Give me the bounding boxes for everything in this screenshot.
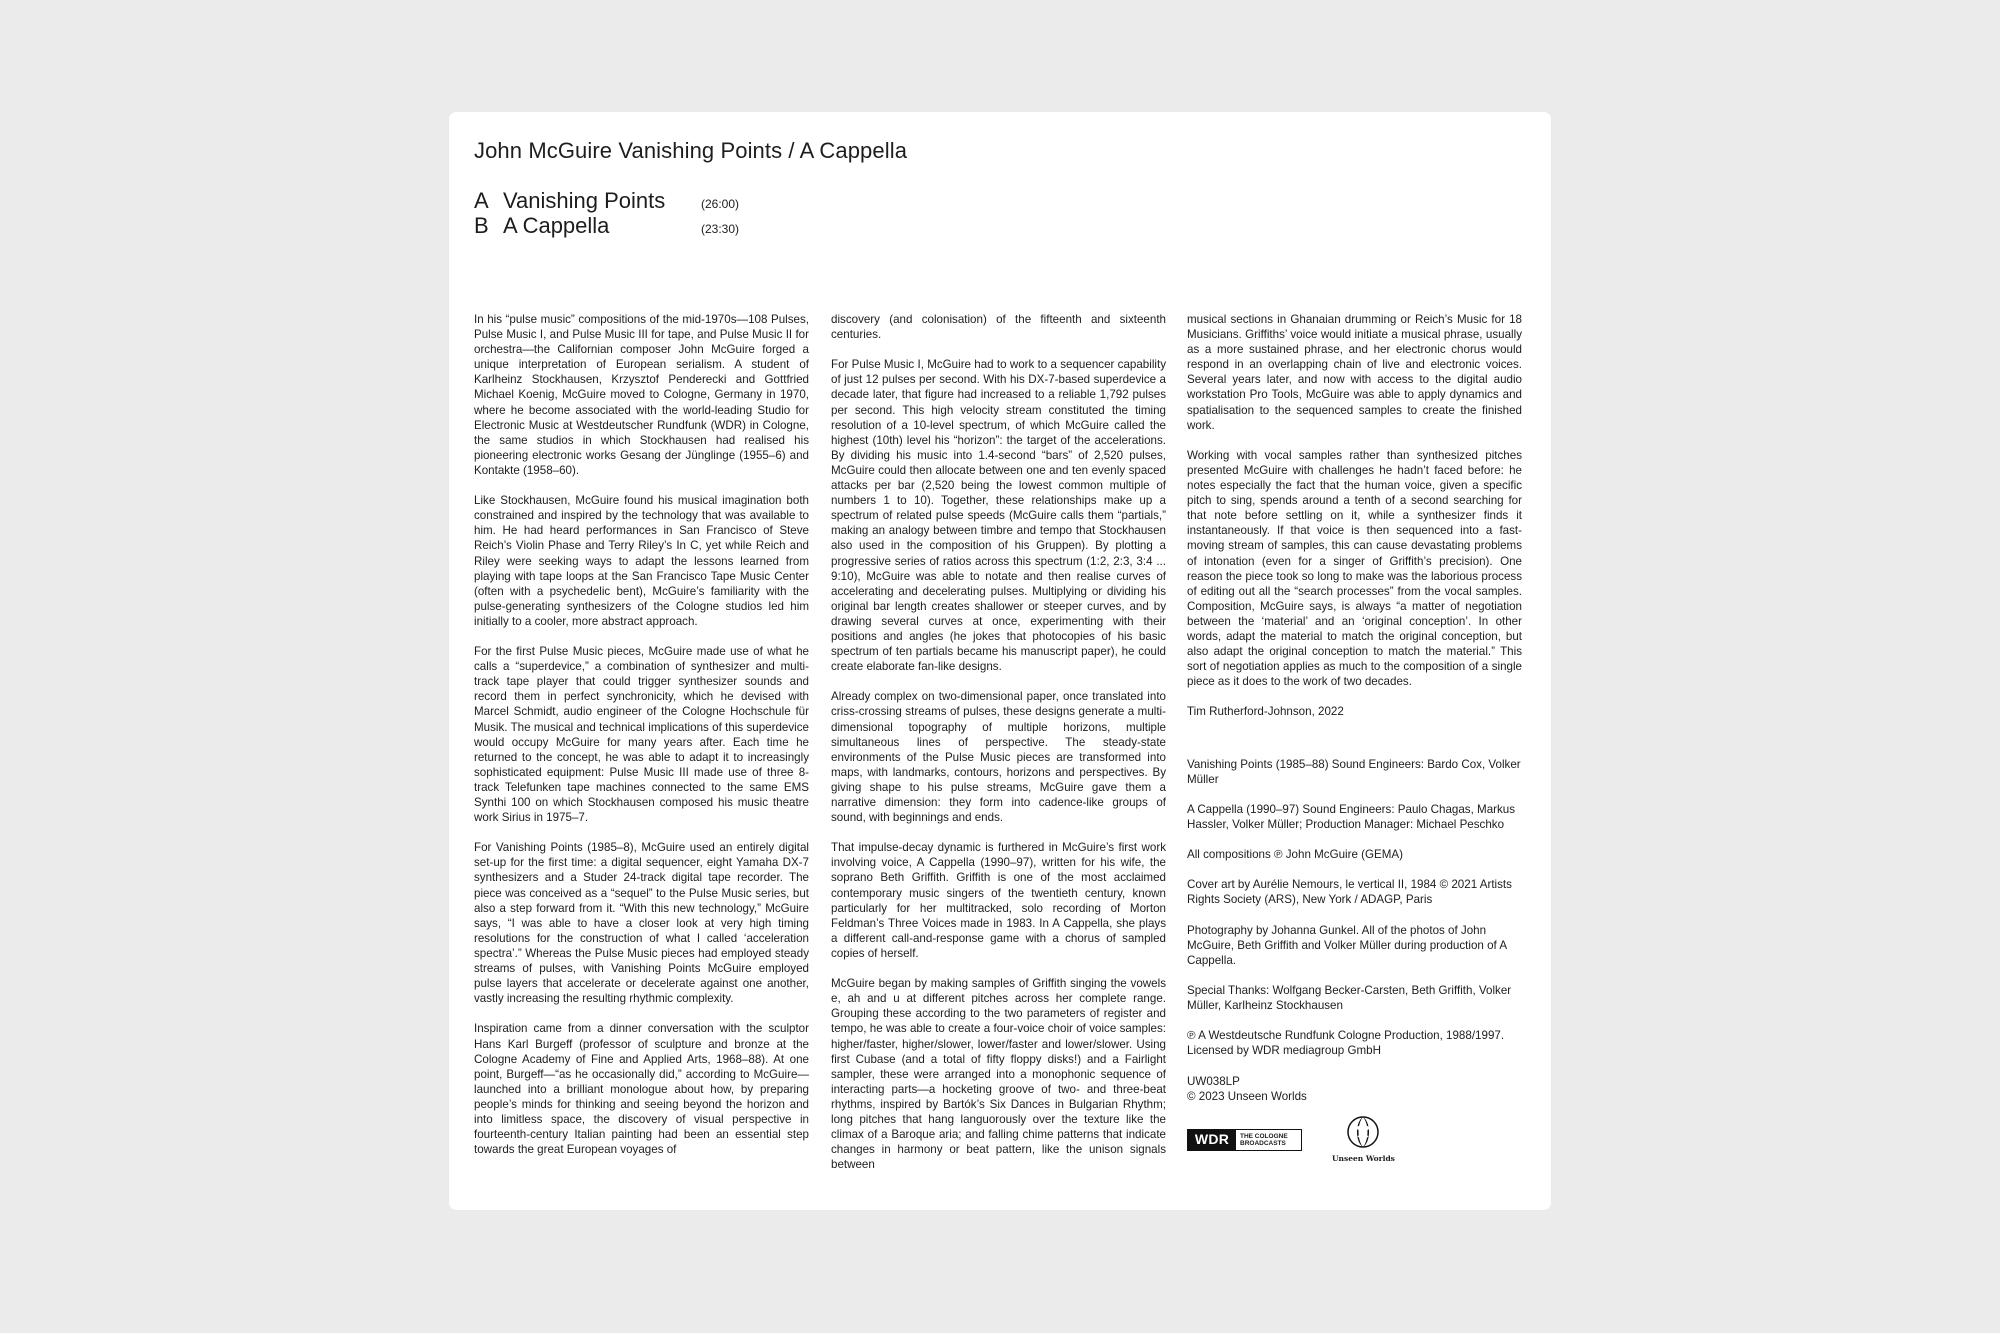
essay-paragraph: Working with vocal samples rather than synthesized pitches presented McGuire with challenges he hadn’t faced before: he notes especially the fact that the human voice, given a specific pitch to sing, spends around a tenth of a second searching for that note before settling on it, while a synthesizer finds it instantaneously. If that voice is then sequenced into a fast-moving stream of samples, this can cause devastating problems of intonation (even for a singer of Griffith’s precision). One reason the piece took so long to make was the laborious process of editing out all the “search processes” from the vocal samples. Composition, McGuire says, is always “a matter of negotiation between the ‘material’ and an ‘original conception’. In other words, adapt the material to match the original conception, but also adapt the original conception to match the material.” This sort of negotiation applies as much to the composition of a single piece as it does to the work of two decades. [1187, 448, 1522, 689]
track-side: A [474, 188, 489, 213]
essay-column-2 [831, 312, 1166, 1187]
label-name: Unseen Worlds [1332, 1153, 1395, 1163]
credit-line: ℗ A Westdeutsche Rundfunk Cologne Production, 1988/1997. Licensed by WDR mediagroup GmbH [1187, 1029, 1505, 1058]
copyright-line: © 2023 Unseen Worlds [1187, 1089, 1307, 1103]
essay-paragraph: For Pulse Music I, McGuire had to work to a sequencer capability of just 12 pulses per second. With his DX-7-based superdevice a decade later, that figure had increased to a reliable 1,792 pulses per second. This high velocity stream constituted the timing resolution of a 10-level spectrum, of which McGuire called the highest (10th) level his “horizon”: the target of the accelerations. By dividing his music into 1.4-second “bars” of 2,520 pulses, McGuire could then allocate between one and ten evenly spaced attacks per bar (2,520 being the lowest common multiple of numbers 1 to 10). Together, these relationships make up a spectrum of related pulse speeds (McGuire calls them “partials,” making an analogy between timbre and tempo that Stockhausen also used in the composition of his Gruppen). By plotting a progressive series of ratios across this spectrum (1:2, 2:3, 3:4 ... 9:10), McGuire was able to notate and then realise curves of accelerating and decelerating pulses. Multiplying or dividing his original bar length creates shallower or steeper curves, and by drawing several curves at once, experimenting with their positions and angles (he jokes that photocopies of his basic spectrum of ten partials became his manuscript paper), he could create elaborate fan-like designs. [831, 358, 1166, 674]
credit-line: Cover art by Aurélie Nemours, le vertical II, 1984 © 2021 Artists Rights Society (ARS), New York / ADAGP, Paris [1187, 878, 1512, 907]
liner-notes-sheet [449, 112, 1551, 1210]
credit-line: A Cappella (1990–97) Sound Engineers: Paulo Chagas, Markus Hassler, Volker Müller; Production Manager: Michael Peschko [1187, 802, 1516, 831]
track-list [474, 188, 739, 238]
essay-paragraph: musical sections in Ghanaian drumming or Reich’s Music for 18 Musicians. Griffiths’ voice would initiate a musical phrase, usually as a more sustained phrase, and her electronic chorus would respond in an overlapping chain of live and electronic voices. Several years later, and now with access to the digital audio workstation Pro Tools, McGuire was able to apply dynamics and spatialisation to the sequenced samples to create the finished work. [1187, 313, 1522, 432]
unseen-worlds-emblem-icon [1346, 1114, 1380, 1150]
track-side: B [474, 213, 489, 238]
essay-paragraph: Already complex on two-dimensional paper, once translated into criss-crossing streams of pulses, these designs generate a multi-dimensional topography of multiple horizons, multiple simultaneous lines of perspective. The steady-state environments of the Pulse Music pieces are transformed into maps, with landmarks, contours, horizons and perspectives. By giving shape to his pulse streams, McGuire gave them a narrative dimension: they form into cadence-like groups of sound, with beginnings and ends. [831, 690, 1166, 825]
logo-row [1187, 1114, 1522, 1166]
album-title: John McGuire Vanishing Points / A Cappella [474, 138, 908, 163]
essay-paragraph: discovery (and colonisation) of the fifteenth and sixteenth centuries. [831, 313, 1166, 342]
catalog-number: UW038LP [1187, 1074, 1240, 1088]
essay-column-3 [1187, 312, 1522, 1166]
credit-line: Special Thanks: Wolfgang Becker-Carsten, Beth Griffith, Volker Müller, Karlheinz Stockhausen [1187, 984, 1512, 1013]
essay-paragraph: McGuire began by making samples of Griffith singing the vowels e, ah and u at different pitches across her complete range. Grouping these according to the two parameters of register and tempo, he was able to create a four-voice choir of voice samples: higher/faster, higher/slower, lower/faster and lower/slower. Using first Cubase (and a total of fifty floppy disks!) and a Fairlight sampler, these were arranged into a monophonic sequence of interacting parts—a hocketing groove of two- and three-beat rhythms, inspired by Bartók’s Six Dances in Bulgarian Rhythm; long pitches that hang languorously over the texture like the climax of a Baroque aria; and falling chime patterns that indicate changes in harmony or beat pattern, like the unison signals between [831, 977, 1166, 1172]
essay-paragraph: For Vanishing Points (1985–8), McGuire used an entirely digital set-up for the first time: a digital sequencer, eight Yamaha DX-7 synthesizers and a Studer 24-track digital tape recorder. The piece was conceived as a “sequel” to the Pulse Music series, but also a step forward from it. “With this new technology,” McGuire says, “I was able to have a closer look at very high timing resolutions for the construction of what I called ‘acceleration spectra’.” Whereas the Pulse Music pieces had employed steady streams of pulses, with Vanishing Points McGuire employed pulse layers that accelerate or decelerate against one another, vastly increasing the resulting rhythmic complexity. [474, 841, 809, 1006]
essay-column-1 [474, 312, 809, 1172]
unseen-worlds-logo-icon [1332, 1114, 1395, 1166]
wdr-tagline-line: THE COLOGNE [1240, 1132, 1288, 1140]
track-duration: (26:00) [701, 197, 740, 211]
track-row [474, 188, 739, 213]
wdr-tagline-line: BROADCASTS [1240, 1139, 1286, 1147]
track-name: Vanishing Points [503, 188, 666, 213]
wdr-tagline [1236, 1133, 1288, 1147]
essay-paragraph: Inspiration came from a dinner conversation with the sculptor Hans Karl Burgeff (professor of sculpture and bronze at the Cologne Academy of Fine and Applied Arts, 1968–88). At one point, Burgeff—“as he occasionally did,” according to McGuire—launched into a brilliant monologue about how, by preparing people’s minds for thinking and seeing beyond the horizon and into limitless space, the discovery of visual perspective in fourteenth-century Italian painting had been an essential step towards the great European voyages of [474, 1022, 809, 1157]
essay-paragraph: That impulse-decay dynamic is furthered in McGuire’s first work involving voice, A Cappella (1990–97), written for his wife, the soprano Beth Griffith. Griffith is one of the most acclaimed contemporary music singers of the twentieth century, known particularly for her multitracked, solo recording of Morton Feldman’s Three Voices made in 1983. In A Cappella, she plays a different call-and-response game with a chorus of sampled copies of herself. [831, 841, 1166, 960]
wdr-mark: WDR [1188, 1129, 1236, 1151]
track-name: A Cappella [503, 213, 610, 238]
essay-author: Tim Rutherford-Johnson, 2022 [1187, 705, 1344, 719]
wdr-logo-icon [1187, 1129, 1302, 1151]
track-row [474, 213, 739, 238]
essay-paragraph: For the first Pulse Music pieces, McGuire made use of what he calls a “superdevice,” a combination of synthesizer and multi-track tape player that could trigger synthesizer sounds and record them in perfect synchronicity, which he devised with Marcel Schmidt, audio engineer of the Cologne Hochschule für Musik. The musical and technical implications of this superdevice would occupy McGuire for many years after. Each time he returned to the concept, he was able to adapt it to increasingly sophisticated equipment: Pulse Music III made use of three 8-track Telefunken tape machines connected to the same EMS Synthi 100 on which Stockhausen composed his music theatre work Sirius in 1975–7. [474, 645, 809, 825]
essay-paragraph: Like Stockhausen, McGuire found his musical imagination both constrained and inspired by the technology that was available to him. He had heard performances in San Francisco of Steve Reich’s Violin Phase and Terry Riley’s In C, yet while Reich and Riley were seeking ways to adapt the lessons learned from playing with tape loops at the San Francisco Tape Music Center (often with a psychedelic bent), McGuire’s familiarity with the pulse-generating synthesizers of the Cologne studios led him initially to a cooler, more abstract approach. [474, 494, 809, 628]
credit-line: Photography by Johanna Gunkel. All of the photos of John McGuire, Beth Griffith and Volker Müller during production of A Cappella. [1187, 923, 1507, 967]
essay-paragraph: In his “pulse music” compositions of the mid-1970s—108 Pulses, Pulse Music I, and Pulse Music III for tape, and Pulse Music II for orchestra—the Californian composer John McGuire forged a unique interpretation of European serialism. A student of Karlheinz Stockhausen, Krzysztof Penderecki and Gottfried Michael Koenig, McGuire moved to Cologne, Germany in 1970, where he become associated with the world-leading Studio for Electronic Music at Westdeutscher Rundfunk (WDR) in Cologne, the same studios in which Stockhausen had realised his pioneering electronic works Gesang der Jünglinge (1955–6) and Kontakte (1958–60). [474, 313, 809, 477]
credit-line: All compositions ℗ John McGuire (GEMA) [1187, 848, 1404, 862]
credit-line: Vanishing Points (1985–88) Sound Engineers: Bardo Cox, Volker Müller [1187, 757, 1521, 786]
track-duration: (23:30) [701, 222, 740, 236]
